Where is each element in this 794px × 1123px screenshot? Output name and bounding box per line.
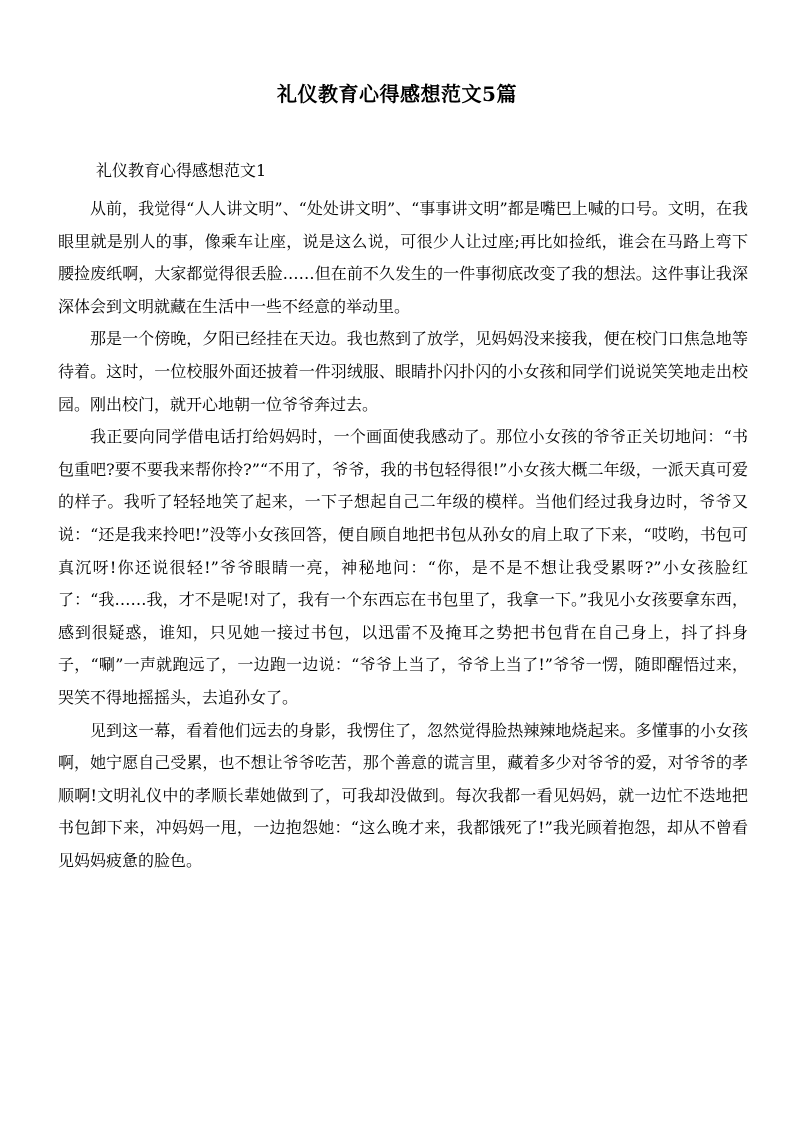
page-title: 礼仪教育心得感想范文5篇 — [277, 82, 517, 106]
paragraph-3: 我正要向同学借电话打给妈妈时，一个画面使我感动了。那位小女孩的爷爷正关切地问：“书包重吧?要不要我来帮你拎?”“不用了，爷爷，我的书包轻得很!”小女孩大概二年级，一派天真可爱的样子。我听了轻轻地笑了起来，一下子想起自己二年级的模样。当他们经过我身边时，爷爷又说：“还是我来拎吧!”没等小女孩回答，便自顾自地把书包从孙女的肩上取了下来，“哎哟，书包可真沉呀!你还说很轻!”爷爷眼睛一亮，神秘地问：“你，是不是不想让我受累呀?”小女孩脸红了：“我……我，才不是呢!对了，我有一个东西忘在书包里了，我拿一下。”我见小女孩要拿东西，感到很疑惑，谁知，只见她一接过书包，以迅雷不及掩耳之势把书包背在自己身上，抖了抖身子，“唰”一声就跑远了，一边跑一边说：“爷爷上当了，爷爷上当了!”爷爷一愣，随即醒悟过来，哭笑不得地摇摇头，去追孙女了。 — [58, 427, 748, 707]
section-heading: 礼仪教育心得感想范文1 — [96, 161, 267, 180]
paragraph-1: 从前，我觉得“人人讲文明”、“处处讲文明”、“事事讲文明”都是嘴巴上喊的口号。文明，在我眼里就是别人的事，像乘车让座，说是这么说，可很少人让过座;再比如捡纸，谁会在马路上弯下腰捡废纸啊，大家都觉得很丢脸……但在前不久发生的一件事彻底改变了我的想法。这件事让我深深体会到文明就藏在生活中一些不经意的举动里。 — [58, 199, 748, 316]
paragraph-4: 见到这一幕，看着他们远去的身影，我愣住了，忽然觉得脸热辣辣地烧起来。多懂事的小女孩啊，她宁愿自己受累，也不想让爷爷吃苦，那个善意的谎言里，藏着多少对爷爷的爱，对爷爷的孝顺啊!文明礼仪中的孝顺长辈她做到了，可我却没做到。每次我都一看见妈妈，就一边忙不迭地把书包卸下来，冲妈妈一甩，一边抱怨她：“这么晚才来，我都饿死了!”我光顾着抱怨，却从不曾看见妈妈疲惫的脸色。 — [58, 720, 748, 870]
body-text — [58, 193, 748, 877]
paragraph-2: 那是一个傍晚，夕阳已经挂在天边。我也熬到了放学，见妈妈没来接我，便在校门口焦急地等待着。这时，一位校服外面还披着一件羽绒服、眼睛扑闪扑闪的小女孩和同学们说说笑笑地走出校园。刚出校门，就开心地朝一位爷爷奔过去。 — [58, 329, 748, 414]
